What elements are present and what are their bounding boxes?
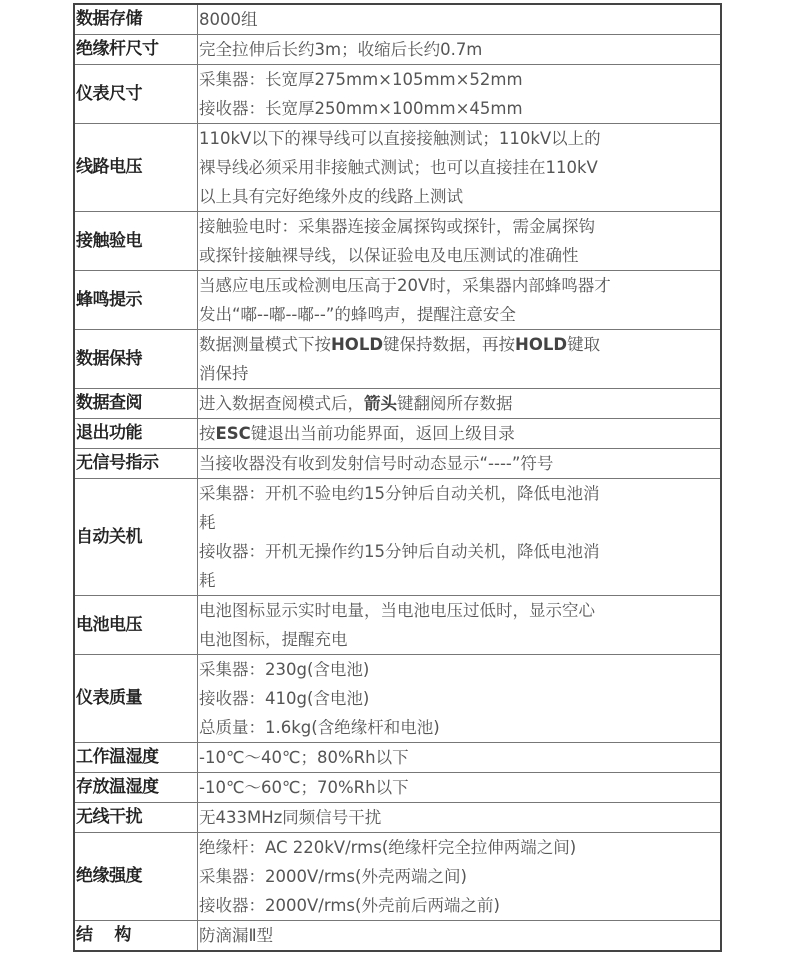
spec-text: 键保持数据，再按: [383, 335, 516, 354]
spec-label: 数据查阅: [74, 389, 198, 419]
table-row: [74, 419, 721, 449]
spec-value-line: [199, 271, 720, 300]
spec-text: 耗: [199, 513, 216, 532]
table-row: [74, 655, 721, 743]
spec-label: 退出功能: [74, 419, 198, 449]
spec-text: -10℃～60℃；70%Rh以下: [199, 778, 409, 797]
table-row: [74, 833, 721, 921]
table-row: [74, 212, 721, 271]
table-row: [74, 124, 721, 212]
spec-label: 无线干扰: [74, 803, 198, 833]
spec-text: 键退出当前功能界面，返回上级目录: [250, 424, 515, 443]
spec-label: 接触验电: [74, 212, 198, 271]
spec-value: [198, 271, 722, 330]
table-row: [74, 449, 721, 479]
spec-value-line: [199, 124, 720, 153]
key-name-text: HOLD: [515, 335, 568, 354]
spec-text: 采集器：长宽厚275mm×105mm×52mm: [199, 70, 523, 89]
table-row: [74, 35, 721, 65]
spec-text: -10℃～40℃；80%Rh以下: [199, 748, 409, 767]
spec-text: 按: [199, 424, 216, 443]
key-name-text: ESC: [215, 424, 251, 443]
spec-text: 进入数据查阅模式后，: [199, 394, 364, 413]
spec-table: [73, 3, 722, 952]
spec-value-line: [199, 212, 720, 241]
spec-label: 存放温湿度: [74, 773, 198, 803]
spec-text: 键取: [567, 335, 601, 354]
table-row: [74, 773, 721, 803]
spec-value: [198, 449, 722, 479]
spec-value: [198, 773, 722, 803]
spec-value-line: [199, 449, 720, 478]
key-name-text: HOLD: [331, 335, 384, 354]
spec-label: 电池电压: [74, 596, 198, 655]
spec-text: 接收器：410g(含电池): [199, 689, 370, 708]
spec-value: [198, 65, 722, 124]
spec-text: 绝缘杆：AC 220kV/rms(绝缘杆完全拉伸两端之间): [199, 838, 577, 857]
spec-text: 数据测量模式下按: [199, 335, 331, 354]
spec-text: 或探针接触裸导线，以保证验电及电压测试的准确性: [199, 246, 579, 265]
spec-label: 结 构: [74, 921, 198, 952]
spec-label: 无信号指示: [74, 449, 198, 479]
spec-value-line: [199, 419, 720, 448]
spec-text: 采集器：230g(含电池): [199, 660, 370, 679]
spec-value-line: [199, 566, 720, 595]
spec-value-line: [199, 596, 720, 625]
table-row: [74, 4, 721, 35]
spec-text: 电池图标显示实时电量，当电池电压过低时，显示空心: [199, 601, 595, 620]
spec-value-line: [199, 241, 720, 270]
spec-value-line: [199, 625, 720, 654]
table-row: [74, 330, 721, 389]
spec-value-line: [199, 153, 720, 182]
spec-text: 电池图标，提醒充电: [199, 630, 348, 649]
spec-label: 数据存储: [74, 4, 198, 35]
spec-text: 接收器：2000V/rms(外壳前后两端之前): [199, 896, 500, 915]
key-name-text: 箭头: [364, 394, 397, 413]
spec-value: [198, 655, 722, 743]
spec-value-line: [199, 921, 720, 950]
spec-value: [198, 330, 722, 389]
spec-value-line: [199, 359, 720, 388]
spec-text: 接收器：开机无操作约15分钟后自动关机，降低电池消: [199, 542, 600, 561]
spec-value: [198, 803, 722, 833]
spec-value: [198, 419, 722, 449]
spec-text: 防滴漏Ⅱ型: [199, 926, 274, 945]
spec-text: 裸导线必须采用非接触式测试；也可以直接挂在110kV: [199, 158, 598, 177]
spec-text: 接收器：长宽厚250mm×100mm×45mm: [199, 99, 523, 118]
spec-value-line: [199, 389, 720, 418]
spec-value-line: [199, 479, 720, 508]
spec-text: 接触验电时：采集器连接金属探钩或探针，需金属探钩: [199, 217, 595, 236]
spec-value-line: [199, 891, 720, 920]
spec-text: 键翻阅所存数据: [397, 394, 513, 413]
spec-value-line: [199, 803, 720, 832]
spec-value: [198, 596, 722, 655]
table-row: [74, 271, 721, 330]
table-row: [74, 65, 721, 124]
table-row: [74, 479, 721, 596]
spec-text: 耗: [199, 571, 216, 590]
table-row: [74, 803, 721, 833]
spec-text: 消保持: [199, 364, 249, 383]
spec-text: 当接收器没有收到发射信号时动态显示“----”符号: [199, 454, 554, 473]
spec-text: 发出“嘟--嘟--嘟--”的蜂鸣声，提醒注意安全: [199, 305, 516, 324]
spec-text: 采集器：开机不验电约15分钟后自动关机，降低电池消: [199, 484, 600, 503]
spec-value: [198, 4, 722, 35]
spec-value-line: [199, 743, 720, 772]
spec-value-line: [199, 94, 720, 123]
spec-text: 无433MHz同频信号干扰: [199, 808, 382, 827]
table-row: [74, 389, 721, 419]
spec-value-line: [199, 862, 720, 891]
spec-value-line: [199, 833, 720, 862]
spec-value-line: [199, 65, 720, 94]
spec-label: 蜂鸣提示: [74, 271, 198, 330]
spec-text: 完全拉伸后长约3m；收缩后长约0.7m: [199, 40, 483, 59]
spec-text: 以上具有完好绝缘外皮的线路上测试: [199, 187, 463, 206]
spec-value-line: [199, 773, 720, 802]
spec-value-line: [199, 713, 720, 742]
table-row: [74, 596, 721, 655]
spec-label: 数据保持: [74, 330, 198, 389]
spec-value-line: [199, 508, 720, 537]
spec-value: [198, 833, 722, 921]
spec-text: 8000组: [199, 10, 258, 29]
spec-table-body: [74, 4, 721, 951]
table-row: [74, 743, 721, 773]
spec-label: 绝缘强度: [74, 833, 198, 921]
spec-label: 仪表质量: [74, 655, 198, 743]
spec-text: 当感应电压或检测电压高于20V时，采集器内部蜂鸣器才: [199, 276, 611, 295]
spec-value: [198, 389, 722, 419]
spec-value-line: [199, 537, 720, 566]
spec-value-line: [199, 182, 720, 211]
spec-text: 采集器：2000V/rms(外壳两端之间): [199, 867, 467, 886]
table-row: [74, 921, 721, 952]
spec-value-line: [199, 300, 720, 329]
spec-value-line: [199, 330, 720, 359]
spec-value: [198, 743, 722, 773]
spec-text: 总质量：1.6kg(含绝缘杆和电池): [199, 718, 440, 737]
spec-label: 绝缘杆尺寸: [74, 35, 198, 65]
spec-value-line: [199, 684, 720, 713]
spec-label: 仪表尺寸: [74, 65, 198, 124]
spec-label: 自动关机: [74, 479, 198, 596]
spec-value: [198, 35, 722, 65]
spec-text: 110kV以下的裸导线可以直接接触测试；110kV以上的: [199, 129, 601, 148]
spec-value: [198, 212, 722, 271]
spec-label: 工作温湿度: [74, 743, 198, 773]
spec-value-line: [199, 5, 720, 34]
spec-value-line: [199, 35, 720, 64]
spec-value-line: [199, 655, 720, 684]
spec-value: [198, 479, 722, 596]
spec-value: [198, 124, 722, 212]
spec-value: [198, 921, 722, 952]
spec-label: 线路电压: [74, 124, 198, 212]
